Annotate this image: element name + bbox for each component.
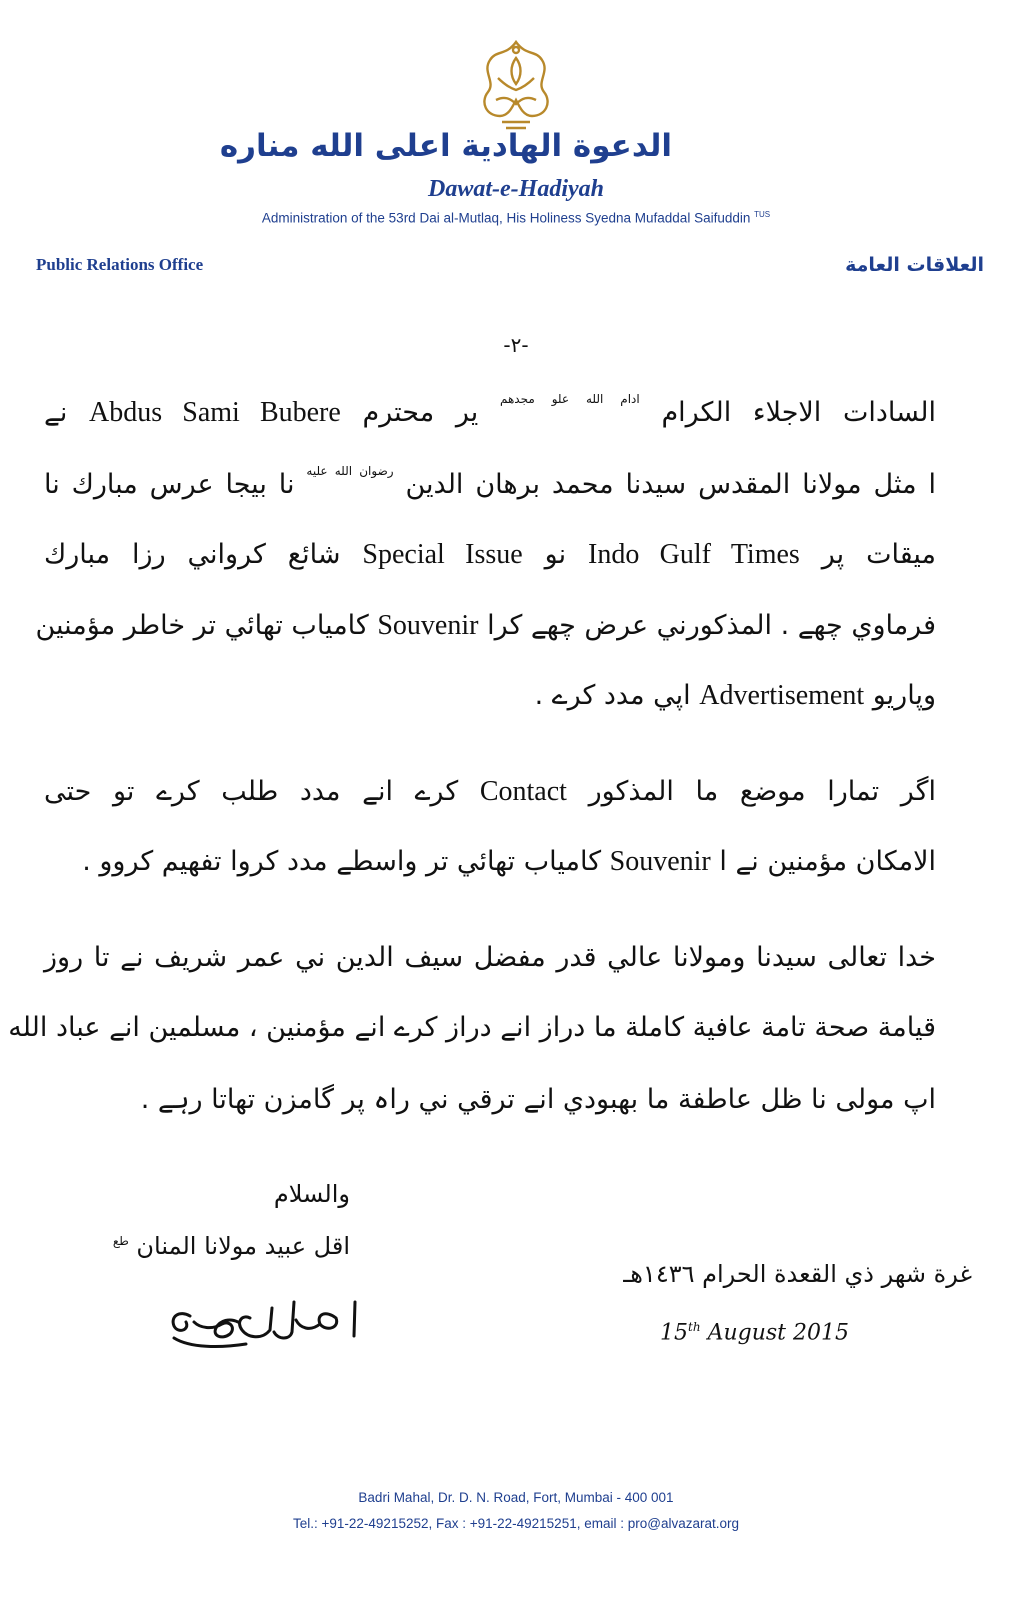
text-segment: كرے انے مدد طلب كرے تو حتى [44, 776, 459, 807]
text-segment: ا مثل مولانا المقدس سيدنا محمد برهان الدين [405, 469, 936, 500]
body-line [535, 676, 936, 716]
crest-logo-icon [466, 38, 566, 133]
date-day-suffix: th [688, 1320, 701, 1334]
footer-contact: Tel.: +91-22-49215252, Fax : +91-22-49215251, email : pro@alvazarat.org [293, 1516, 739, 1531]
english-term: Souvenir [609, 846, 711, 877]
date-month-year: August 2015 [707, 1320, 849, 1346]
body-line: قيامة صحة تامة عافية كاملة ما دراز انے دراز كرے انے مؤمنين ، مسلمين انے عباد الله [8, 1012, 936, 1043]
body-line: خدا تعالى سيدنا ومولانا عالي قدر مفضل سيف الدين ني عمر شريف نے تا روز [44, 942, 936, 973]
text-segment: فرماوي چھے . المذكورني عرض چھے كرا [487, 610, 936, 641]
handwritten-signature [150, 1288, 366, 1358]
hijri-date: غرة شهر ذي القعدة الحرام ١٤٣٦هـ [623, 1260, 972, 1288]
page-number: -٢- [503, 333, 529, 357]
body-line [44, 772, 936, 812]
honorific: رضوان الله عليه [306, 464, 394, 478]
text-segment: نو [544, 539, 567, 570]
body-line [35, 606, 936, 646]
body-line: اپ مولى نا ظل عاطفة ما بھبودي انے ترقي ني راہ پر گامزن تھاتا رہے . [140, 1084, 936, 1115]
body-line [82, 842, 936, 882]
english-term: Advertisement [699, 680, 865, 711]
text-segment: اپي مدد كرے . [534, 680, 691, 711]
office-name-arabic: العلاقات العامة [845, 254, 984, 276]
administration-text: Administration of the 53rd Dai al-Mutlaq, His Holiness Syedna Mufaddal Saifuddin [261, 210, 751, 226]
date-day: 15 [660, 1320, 688, 1346]
text-segment: كامياب تھائي تر خاطر مؤمنين [35, 610, 369, 641]
arabic-organization-title: الدعوة الهادية اعلى الله مناره [219, 128, 672, 164]
text-segment: نا بيجا عرس مبارك نا [44, 469, 295, 500]
text-segment: اگر تمارا موضع ما المذكور [588, 776, 936, 807]
signatory-honorific: طع [112, 1234, 129, 1248]
text-segment: شائع كرواني رزا مبارك [44, 539, 341, 570]
gregorian-date [660, 1320, 849, 1345]
english-term: Souvenir [377, 610, 479, 641]
publication-name: Indo Gulf Times [588, 539, 800, 570]
text-segment: نے [44, 397, 68, 428]
honorific: ادام الله علو مجدهم [499, 392, 640, 406]
salutation: والسلام [273, 1180, 350, 1208]
text-segment: وپاريو [872, 680, 936, 711]
signatory-title: اقل عبيد مولانا المنان [136, 1232, 350, 1260]
brand-name: Dawat-e-Hadiyah [428, 176, 604, 202]
text-segment: كامياب تھائي تر واسطے مدد كروا تفهيم كروو . [82, 846, 602, 877]
body-line [44, 465, 936, 505]
administration-line [0, 210, 1032, 226]
english-term: Contact [479, 776, 567, 807]
signatory-line [113, 1232, 350, 1260]
body-line [44, 535, 936, 575]
office-name-english: Public Relations Office [36, 255, 204, 274]
footer-address: Badri Mahal, Dr. D. N. Road, Fort, Mumbai - 400 001 [358, 1490, 674, 1505]
recipient-name: Abdus Sami Bubere [89, 397, 341, 428]
body-line [44, 393, 936, 433]
text-segment: الامكان مؤمنين نے ا [719, 846, 936, 877]
issue-name: Special Issue [362, 539, 523, 570]
text-segment: ميقات پر [821, 539, 936, 570]
administration-suffix: TUS [754, 210, 771, 219]
text-segment: ير محترم [362, 397, 479, 428]
text-segment: السادات الاجلاء الكرام [661, 397, 936, 428]
